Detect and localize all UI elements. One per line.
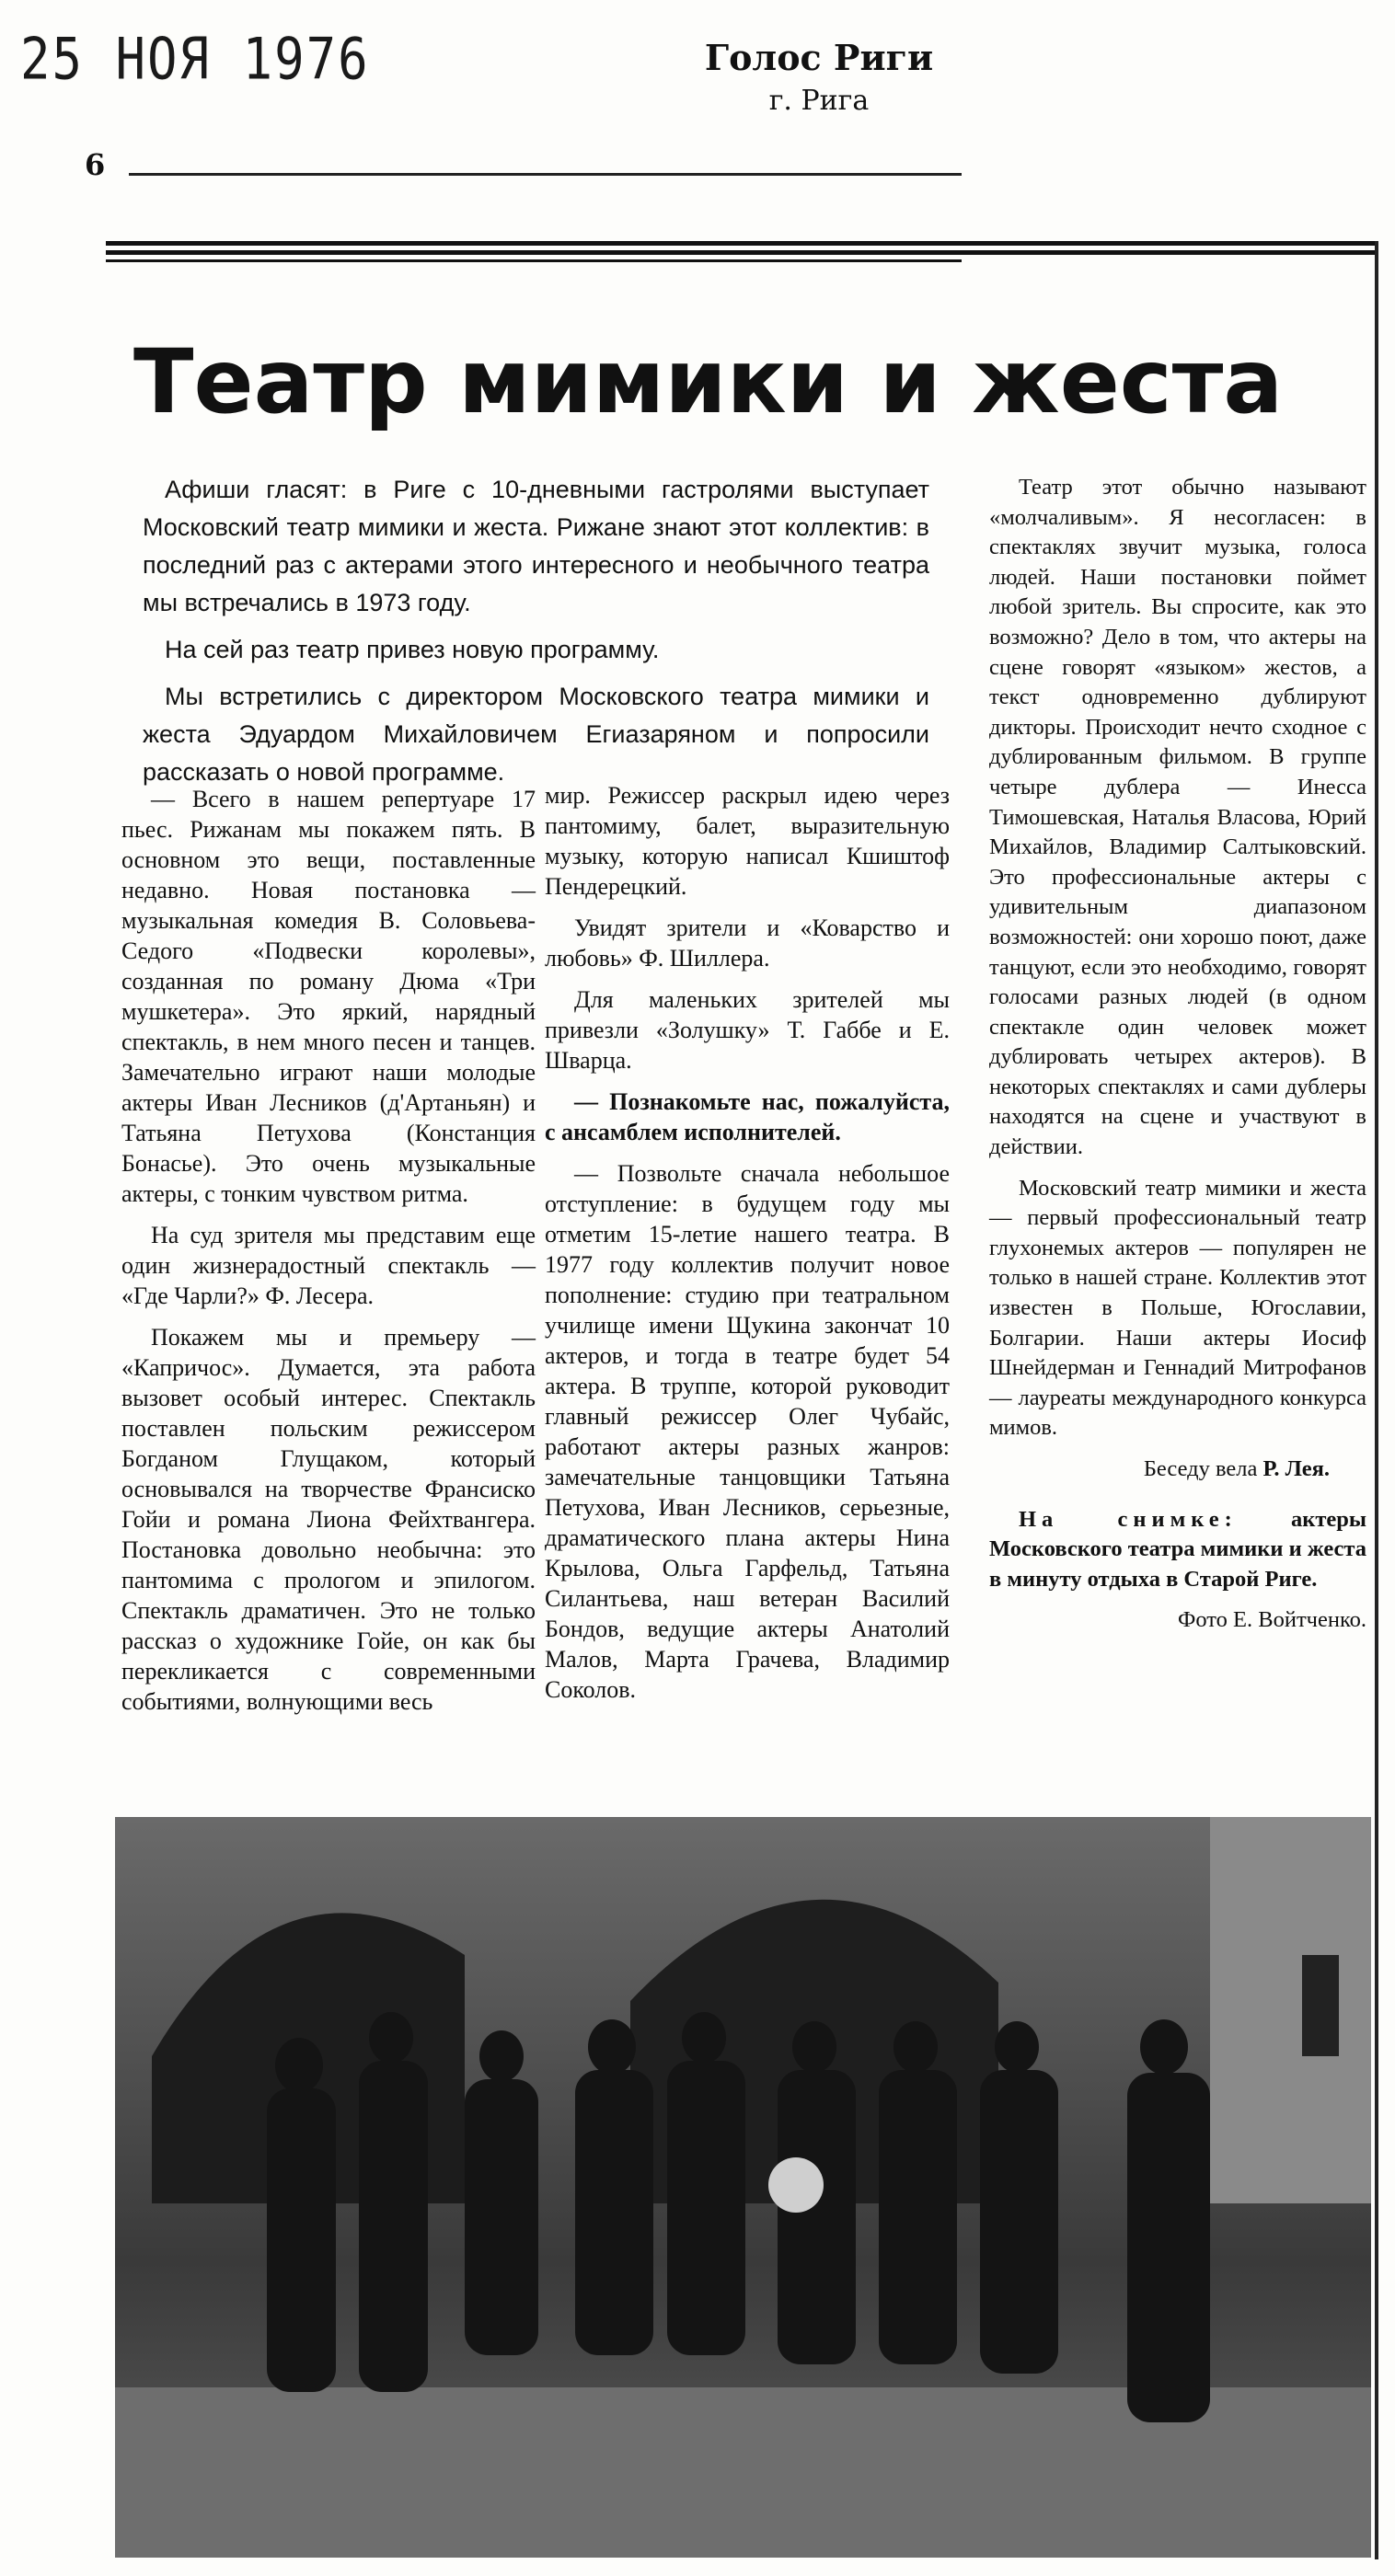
paragraph: Театр этот обычно называют «молчаливым». Я несогласен: в спектаклях звучит музыка, голоса людей. Наши постановки поймет любой зритель. Вы спросите, как это возможно? Дело в том, что актеры на сцене говорят «языком» жестов, а текст одновременно дублируют дикторы. Происходит нечто сходное с дублированным фильмом. В группе четыре дублера — Инесса Тимошевская, Наталья Власова, Юрий Михайлов, Владимир Салтыковский. Это профессиональные актеры с удивительным диапазоном возможностей: они хорошо поют, даже танцуют, если это необходимо, говорят голосами разных людей (в одном спектакле один человек может дублировать четырех актеров). В некоторых спектаклях и сами дублеры находятся на сцене и участвуют в действии. <box>989 475 1366 1160</box>
paragraph: мир. Режиссер раскрыл идею через пантомиму, балет, выразительную музыку, которую написал Кшиштоф Пендерецкий. <box>545 782 950 900</box>
paragraph: — Позвольте сначала небольшое отступление: в будущем году мы отметим 15-летие нашего театра. В 1977 году коллектив получит новое пополнение: студию при театральном училище имени Щукина закончат 10 актеров, и тогда в театре будет 54 актера. В труппе, которой руководит главный режиссер Олег Чубайс, работают актеры разных жанров: замечательные танцовщики Татьяна Петухова, Иван Лесников, серьезные, драматического плана актеры Нина Крылова, Ольга Гарфельд, Татьяна Силантьева, наш ветеран Василий Бондов, ведущие актеры Анатолий Малов, Марта Грачева, Владимир Соколов. <box>545 1160 950 1703</box>
group-photo <box>115 1817 1371 2558</box>
caption-lead: На снимке: <box>1019 1506 1238 1532</box>
paragraph: Покажем мы и премьеру — «Капричос». Думается, эта работа вызовет особый интерес. Спектакль поставлен польским режиссером Богданом Глущаком, который основывался на творчестве Франсиско Гойи и романа Лиона Фейхтвангера. Постановка довольно необычна: это пантомима с прологом и эпилогом. Спектакль драматичен. Это не только рассказ о художнике Гойе, он как бы перекликается с современными событиями, волнующими весь <box>121 1324 536 1715</box>
column-1 <box>121 784 536 1728</box>
paragraph: Увидят зрители и «Коварство и любовь» Ф. Шиллера. <box>545 914 950 972</box>
article-intro <box>143 471 929 800</box>
interview-question: — Познакомьте нас, пожалуйста, с ансамблем исполнителей. <box>545 1088 950 1145</box>
article-frame-rule <box>106 250 1376 255</box>
byline-prefix: Беседу вела <box>1143 1456 1258 1481</box>
intro-paragraph: Мы встретились с директором Московского театра мимики и жеста Эдуардом Михайловичем Егиазаряном и попросили рассказать о новой программе. <box>143 683 929 786</box>
article-headline: Театр мимики и жеста <box>133 330 1284 433</box>
column-2 <box>545 780 950 1716</box>
intro-paragraph: На сей раз театр привез новую программу. <box>165 636 660 663</box>
photo-credit: Фото Е. Войтченко. <box>1177 1607 1366 1633</box>
photo-caption <box>989 1505 1366 1595</box>
intro-paragraph: Афиши гласят: в Риге с 10-дневными гастролями выступает Московский театр мимики и жеста. Рижане знают этот коллектив: в последний раз с актерами этого интересного и необычного театра мы встречались в 1973 году. <box>143 476 929 616</box>
paragraph: На суд зрителя мы представим еще один жизнерадостный спектакль — «Где Чарли?» Ф. Лесера. <box>121 1222 536 1309</box>
byline-name: Р. Лея. <box>1262 1456 1330 1481</box>
article-frame-rule <box>106 241 1376 246</box>
paragraph: Московский театр мимики и жеста — первый профессиональный театр глухонемых актеров — популярен не только в нашей стране. Коллектив этот известен в Польше, Югославии, Болгарии. Наши актеры Иосиф Шнейдерман и Геннадий Митрофанов — лауреаты международного конкурса мимов. <box>989 1175 1366 1441</box>
article-frame-rule <box>106 259 962 262</box>
photo-illustration <box>115 1817 1371 2558</box>
header-rule <box>129 173 962 176</box>
paragraph: — Всего в нашем репертуаре 17 пьес. Рижанам мы покажем пять. В основном это вещи, поставленные недавно. Новая постановка — музыкальная комедия В. Соловьева-Седого «Подвески королевы», созданная по роману Дюма «Три мушкетера». Это яркий, нарядный спектакль, в нем много песен и танцев. Замечательно играют наши молодые актеры Иван Лесников (д'Артаньян) и Татьяна Петухова (Констанция Бонасье). Это очень музыкальные актеры, с тонким чувством ритма. <box>121 786 536 1207</box>
paragraph: Для маленьких зрителей мы привезли «Золушку» Т. Габбе и Е. Шварца. <box>545 986 950 1074</box>
byline <box>989 1455 1366 1485</box>
page-number: 6 <box>85 147 106 182</box>
building-wall <box>1210 1817 1371 2203</box>
window <box>1302 1955 1339 2056</box>
article-frame-right <box>1375 241 1378 2559</box>
column-3 <box>989 473 1366 1647</box>
caption-text: актеры Московского театра мимики и жеста в минуту отдыха в Старой Риге. <box>989 1506 1366 1592</box>
newspaper-name: Голос Риги <box>704 37 934 78</box>
newspaper-city: г. Рига <box>768 85 870 117</box>
date-stamp: 25 НОЯ 1976 <box>20 26 370 93</box>
